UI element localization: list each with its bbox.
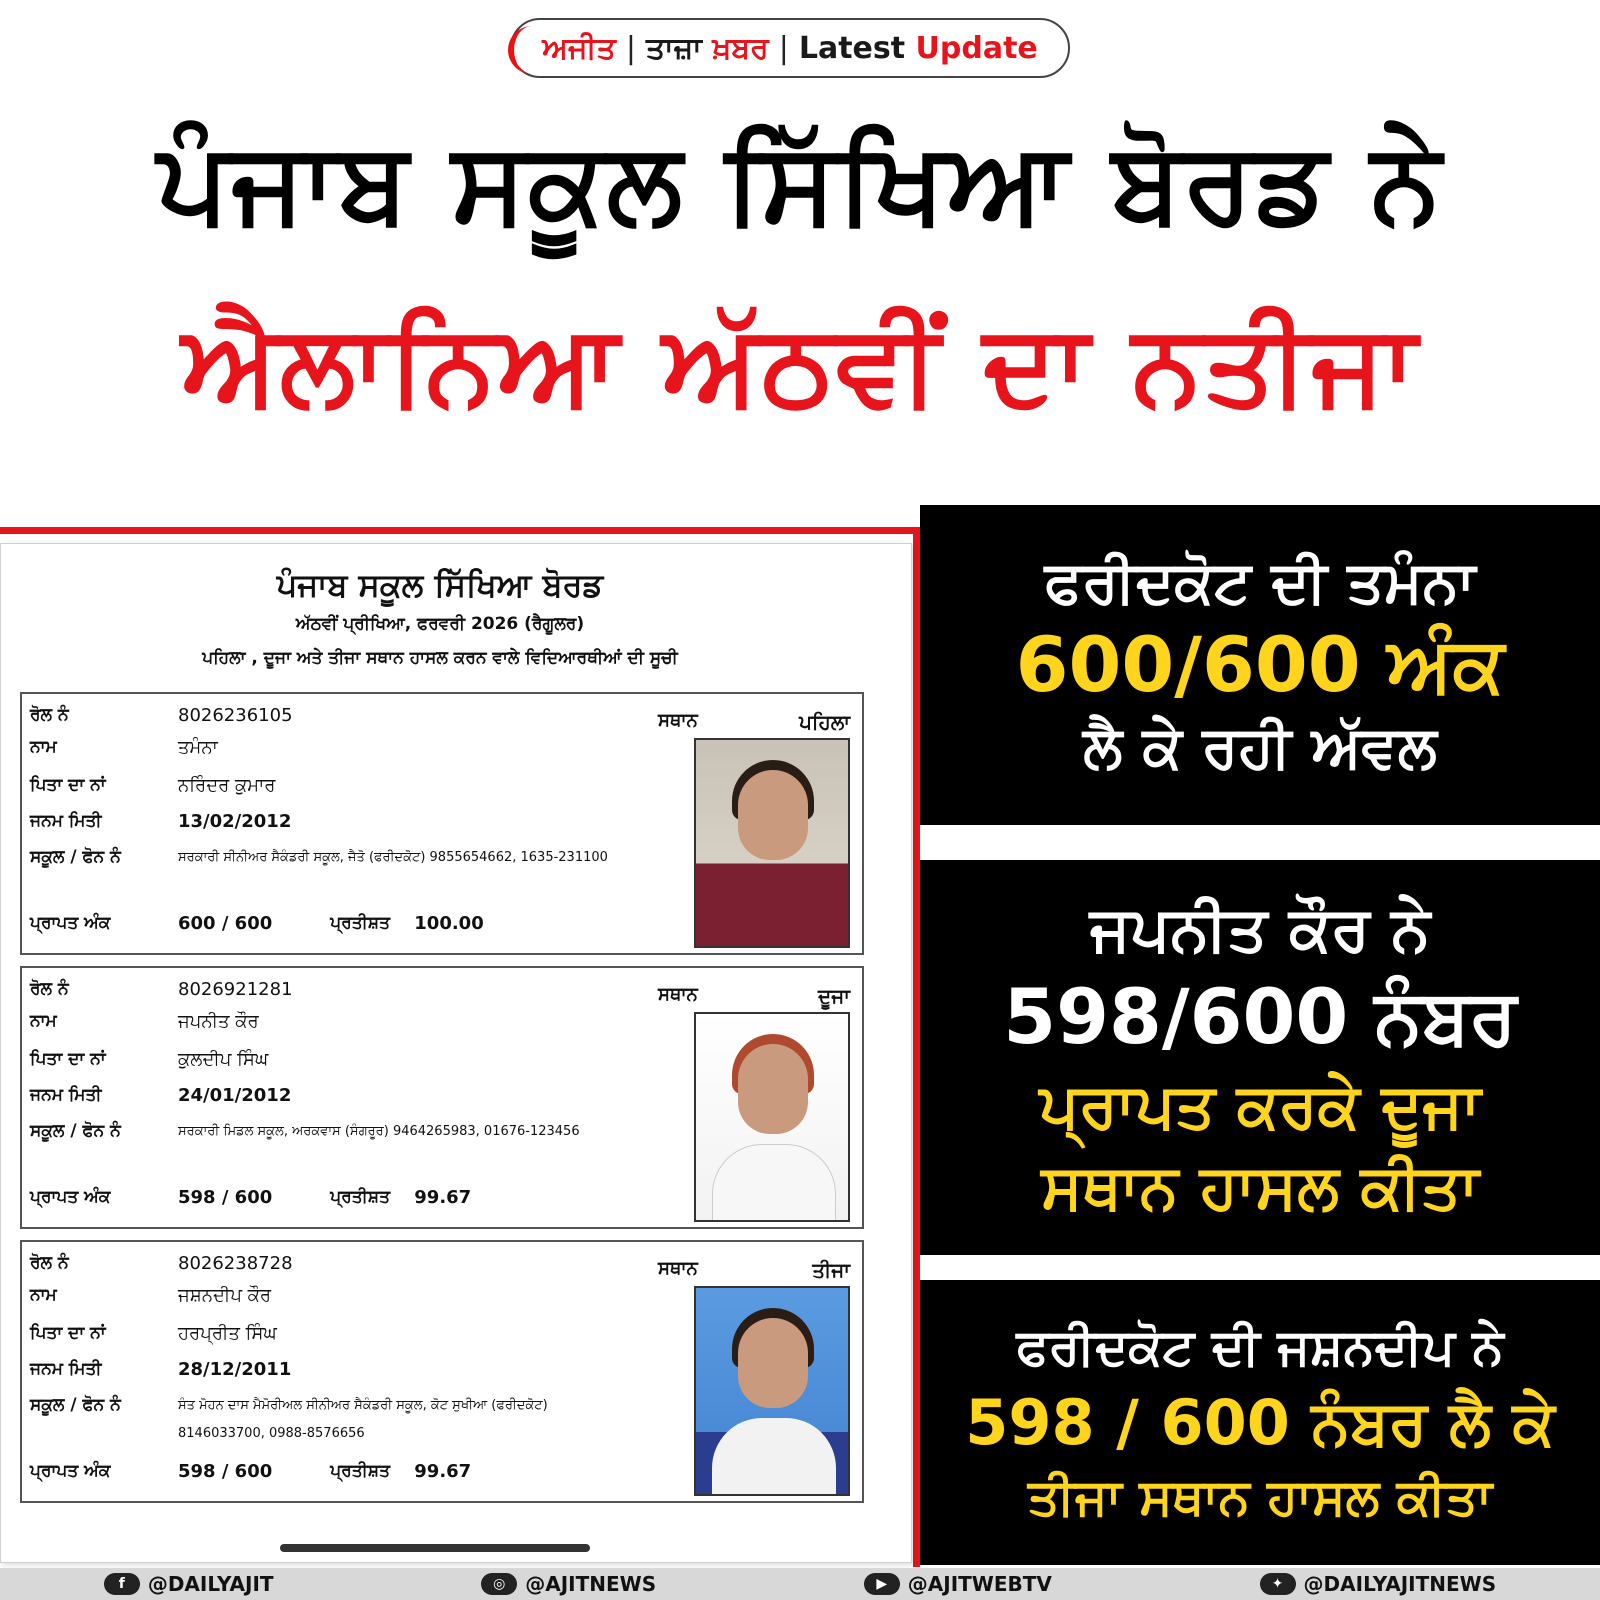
dob-value: 24/01/2012 [178, 1084, 292, 1106]
marks-value: 600 / 600 [178, 912, 273, 934]
rank-label: ਸਥਾਨ [658, 984, 698, 1005]
second-place-panel [920, 860, 1600, 1255]
school-value: ਸੰਤ ਮੋਹਨ ਦਾਸ ਮੈਮੋਰੀਅਲ ਸੀਨੀਅਰ ਸੈਕੰਡਰੀ ਸਕੂਲ, ਕੋਟ ਸੁਖੀਆ (ਫਰੀਦਕੋਟ) [178, 1397, 548, 1413]
facebook-link[interactable] [104, 1572, 274, 1596]
photo-face [738, 1044, 808, 1134]
photo-body [712, 870, 836, 948]
school-value: ਸਰਕਾਰੀ ਸੀਨੀਅਰ ਸੈਕੰਡਰੀ ਸਕੂਲ, ਜੈਤੋ (ਫਰੀਦਕੋਟ) 9855654662, 1635-231100 [178, 849, 608, 865]
dob-value: 28/12/2011 [178, 1358, 292, 1380]
name-value: ਜਸ਼ਨਦੀਪ ਕੌਰ [178, 1284, 272, 1306]
badge-separator: | [778, 30, 789, 66]
student-record-third [20, 1240, 864, 1503]
panel-text: ਪ੍ਰਾਪਤ ਕਰਕੇ ਦੂਜਾ [1039, 1068, 1481, 1142]
roll-value: 8026921281 [178, 978, 293, 1000]
document-title: ਪੰਜਾਬ ਸਕੂਲ ਸਿੱਖਿਆ ਬੋਰਡ [276, 566, 604, 604]
name-label: ਨਾਮ [30, 737, 57, 757]
roll-value: 8026238728 [178, 1252, 293, 1274]
photo-body [712, 1418, 836, 1496]
student-record-second [20, 966, 864, 1229]
document-subtitle: ਅੱਠਵੀਂ ਪ੍ਰੀਖਿਆ, ਫਰਵਰੀ 2026 (ਰੈਗੂਲਰ) [295, 614, 585, 634]
panel-score: 598 / 600 ਨੰਬਰ ਲੈ ਕੇ [965, 1385, 1555, 1459]
twitter-icon: ✦ [1260, 1573, 1296, 1595]
roll-label: ਰੋਲ ਨੰ [30, 1253, 69, 1273]
brand-name: ਅਜੀਤ [542, 30, 616, 66]
rank-value: ਤੀਜਾ [812, 1258, 850, 1282]
youtube-icon: ▶ [864, 1573, 900, 1595]
roll-label: ਰੋਲ ਨੰ [30, 705, 69, 725]
twitter-link[interactable] [1260, 1572, 1497, 1596]
youtube-handle: @AJITWEBTV [907, 1572, 1052, 1596]
student-photo [694, 1286, 850, 1496]
father-value: ਕੁਲਦੀਪ ਸਿੰਘ [178, 1048, 269, 1070]
badge-separator: | [625, 30, 636, 66]
headline-line-1: ਪੰਜਾਬ ਸਕੂਲ ਸਿੱਖਿਆ ਬੋਰਡ ਨੇ [157, 118, 1443, 248]
rank-label: ਸਥਾਨ [658, 710, 698, 731]
percent-label: ਪ੍ਰਤੀਸ਼ਤ [330, 1187, 390, 1207]
headline-line-2: ਐਲਾਨਿਆ ਅੱਠਵੀਂ ਦਾ ਨਤੀਜਾ [181, 300, 1419, 430]
twitter-handle: @DAILYAJITNEWS [1303, 1572, 1497, 1596]
marks-label: ਪ੍ਰਾਪਤ ਅੰਕ [30, 1461, 111, 1481]
name-value: ਜਪਨੀਤ ਕੌਰ [178, 1010, 259, 1032]
father-label: ਪਿਤਾ ਦਾ ਨਾਂ [30, 1049, 106, 1069]
percent-value: 99.67 [414, 1186, 472, 1208]
panel-text: ਜਪਨੀਤ ਕੌਰ ਨੇ [1089, 891, 1431, 965]
third-place-panel [920, 1280, 1600, 1565]
facebook-icon: f [104, 1573, 140, 1595]
instagram-handle: @AJITNEWS [525, 1572, 657, 1596]
photo-face [738, 1318, 808, 1408]
fresh-news-label: ਤਾਜ਼ਾ ਖ਼ਬਰ [645, 30, 769, 66]
percent-label: ਪ੍ਰਤੀਸ਼ਤ [330, 1461, 390, 1481]
dob-label: ਜਨਮ ਮਿਤੀ [30, 1359, 102, 1379]
father-value: ਨਰਿੰਦਰ ਕੁਮਾਰ [178, 774, 276, 796]
percent-value: 100.00 [414, 912, 484, 934]
latest-update-label: Latest Update [798, 30, 1038, 66]
school-phone-value: 8146033700, 0988-8576656 [178, 1425, 365, 1441]
student-photo [694, 738, 850, 948]
social-footer [0, 1568, 1600, 1600]
panel-text: ਲੈ ਕੇ ਰਹੀ ਅੱਵਲ [1083, 712, 1437, 781]
document-subtitle-2: ਪਹਿਲਾ , ਦੂਜਾ ਅਤੇ ਤੀਜਾ ਸਥਾਨ ਹਾਸਲ ਕਰਨ ਵਾਲੇ ਵਿਦਿਆਰਥੀਆਂ ਦੀ ਸੂਚੀ [202, 648, 678, 668]
student-photo [694, 1012, 850, 1222]
marks-value: 598 / 600 [178, 1460, 273, 1482]
father-value: ਹਰਪ੍ਰੀਤ ਸਿੰਘ [178, 1322, 277, 1344]
panel-score: 600/600 ਅੰਕ [1015, 620, 1505, 710]
name-label: ਨਾਮ [30, 1011, 57, 1031]
dob-value: 13/02/2012 [178, 810, 292, 832]
marks-label: ਪ੍ਰਾਪਤ ਅੰਕ [30, 913, 111, 933]
rank-label: ਸਥਾਨ [658, 1258, 698, 1279]
marks-value: 598 / 600 [178, 1186, 273, 1208]
name-label: ਨਾਮ [30, 1285, 57, 1305]
panel-text: ਫਰੀਦਕੋਟ ਦੀ ਜਸ਼ਨਦੀਪ ਨੇ [1016, 1318, 1504, 1377]
instagram-icon: ◎ [481, 1573, 517, 1595]
rank-value: ਦੂਜਾ [817, 984, 850, 1008]
facebook-handle: @DAILYAJIT [147, 1572, 274, 1596]
father-label: ਪਿਤਾ ਦਾ ਨਾਂ [30, 1323, 106, 1343]
photo-face [738, 770, 808, 860]
panel-text: ਤੀਜਾ ਸਥਾਨ ਹਾਸਲ ਕੀਤਾ [1027, 1468, 1493, 1527]
percent-value: 99.67 [414, 1460, 472, 1482]
youtube-link[interactable] [864, 1572, 1052, 1596]
marks-label: ਪ੍ਰਾਪਤ ਅੰਕ [30, 1187, 111, 1207]
brand-badge [510, 18, 1070, 78]
instagram-link[interactable] [481, 1572, 656, 1596]
school-label: ਸਕੂਲ / ਫੋਨ ਨੰ [30, 847, 121, 867]
dob-label: ਜਨਮ ਮਿਤੀ [30, 811, 102, 831]
school-label: ਸਕੂਲ / ਫੋਨ ਨੰ [30, 1121, 121, 1141]
roll-value: 8026236105 [178, 704, 293, 726]
percent-label: ਪ੍ਰਤੀਸ਼ਤ [330, 913, 390, 933]
panel-text: ਸਥਾਨ ਹਾਸਲ ਕੀਤਾ [1041, 1149, 1479, 1223]
name-value: ਤਮੰਨਾ [178, 736, 218, 758]
father-label: ਪਿਤਾ ਦਾ ਨਾਂ [30, 775, 106, 795]
dob-label: ਜਨਮ ਮਿਤੀ [30, 1085, 102, 1105]
panel-score: 598/600 ਨੰਬਰ [1003, 972, 1517, 1062]
rank-value: ਪਹਿਲਾ [799, 710, 850, 734]
scroll-indicator [280, 1544, 590, 1552]
panel-text: ਫਰੀਦਕੋਟ ਦੀ ਤਮੰਨਾ [1044, 548, 1476, 617]
school-value: ਸਰਕਾਰੀ ਮਿਡਲ ਸਕੂਲ, ਅਰਕਵਾਸ (ਸੰਗਰੂਰ) 9464265983, 01676-123456 [178, 1123, 580, 1139]
school-label: ਸਕੂਲ / ਫੋਨ ਨੰ [30, 1395, 121, 1415]
roll-label: ਰੋਲ ਨੰ [30, 979, 69, 999]
student-record-first [20, 692, 864, 955]
photo-body [712, 1144, 836, 1222]
first-place-panel [920, 505, 1600, 825]
